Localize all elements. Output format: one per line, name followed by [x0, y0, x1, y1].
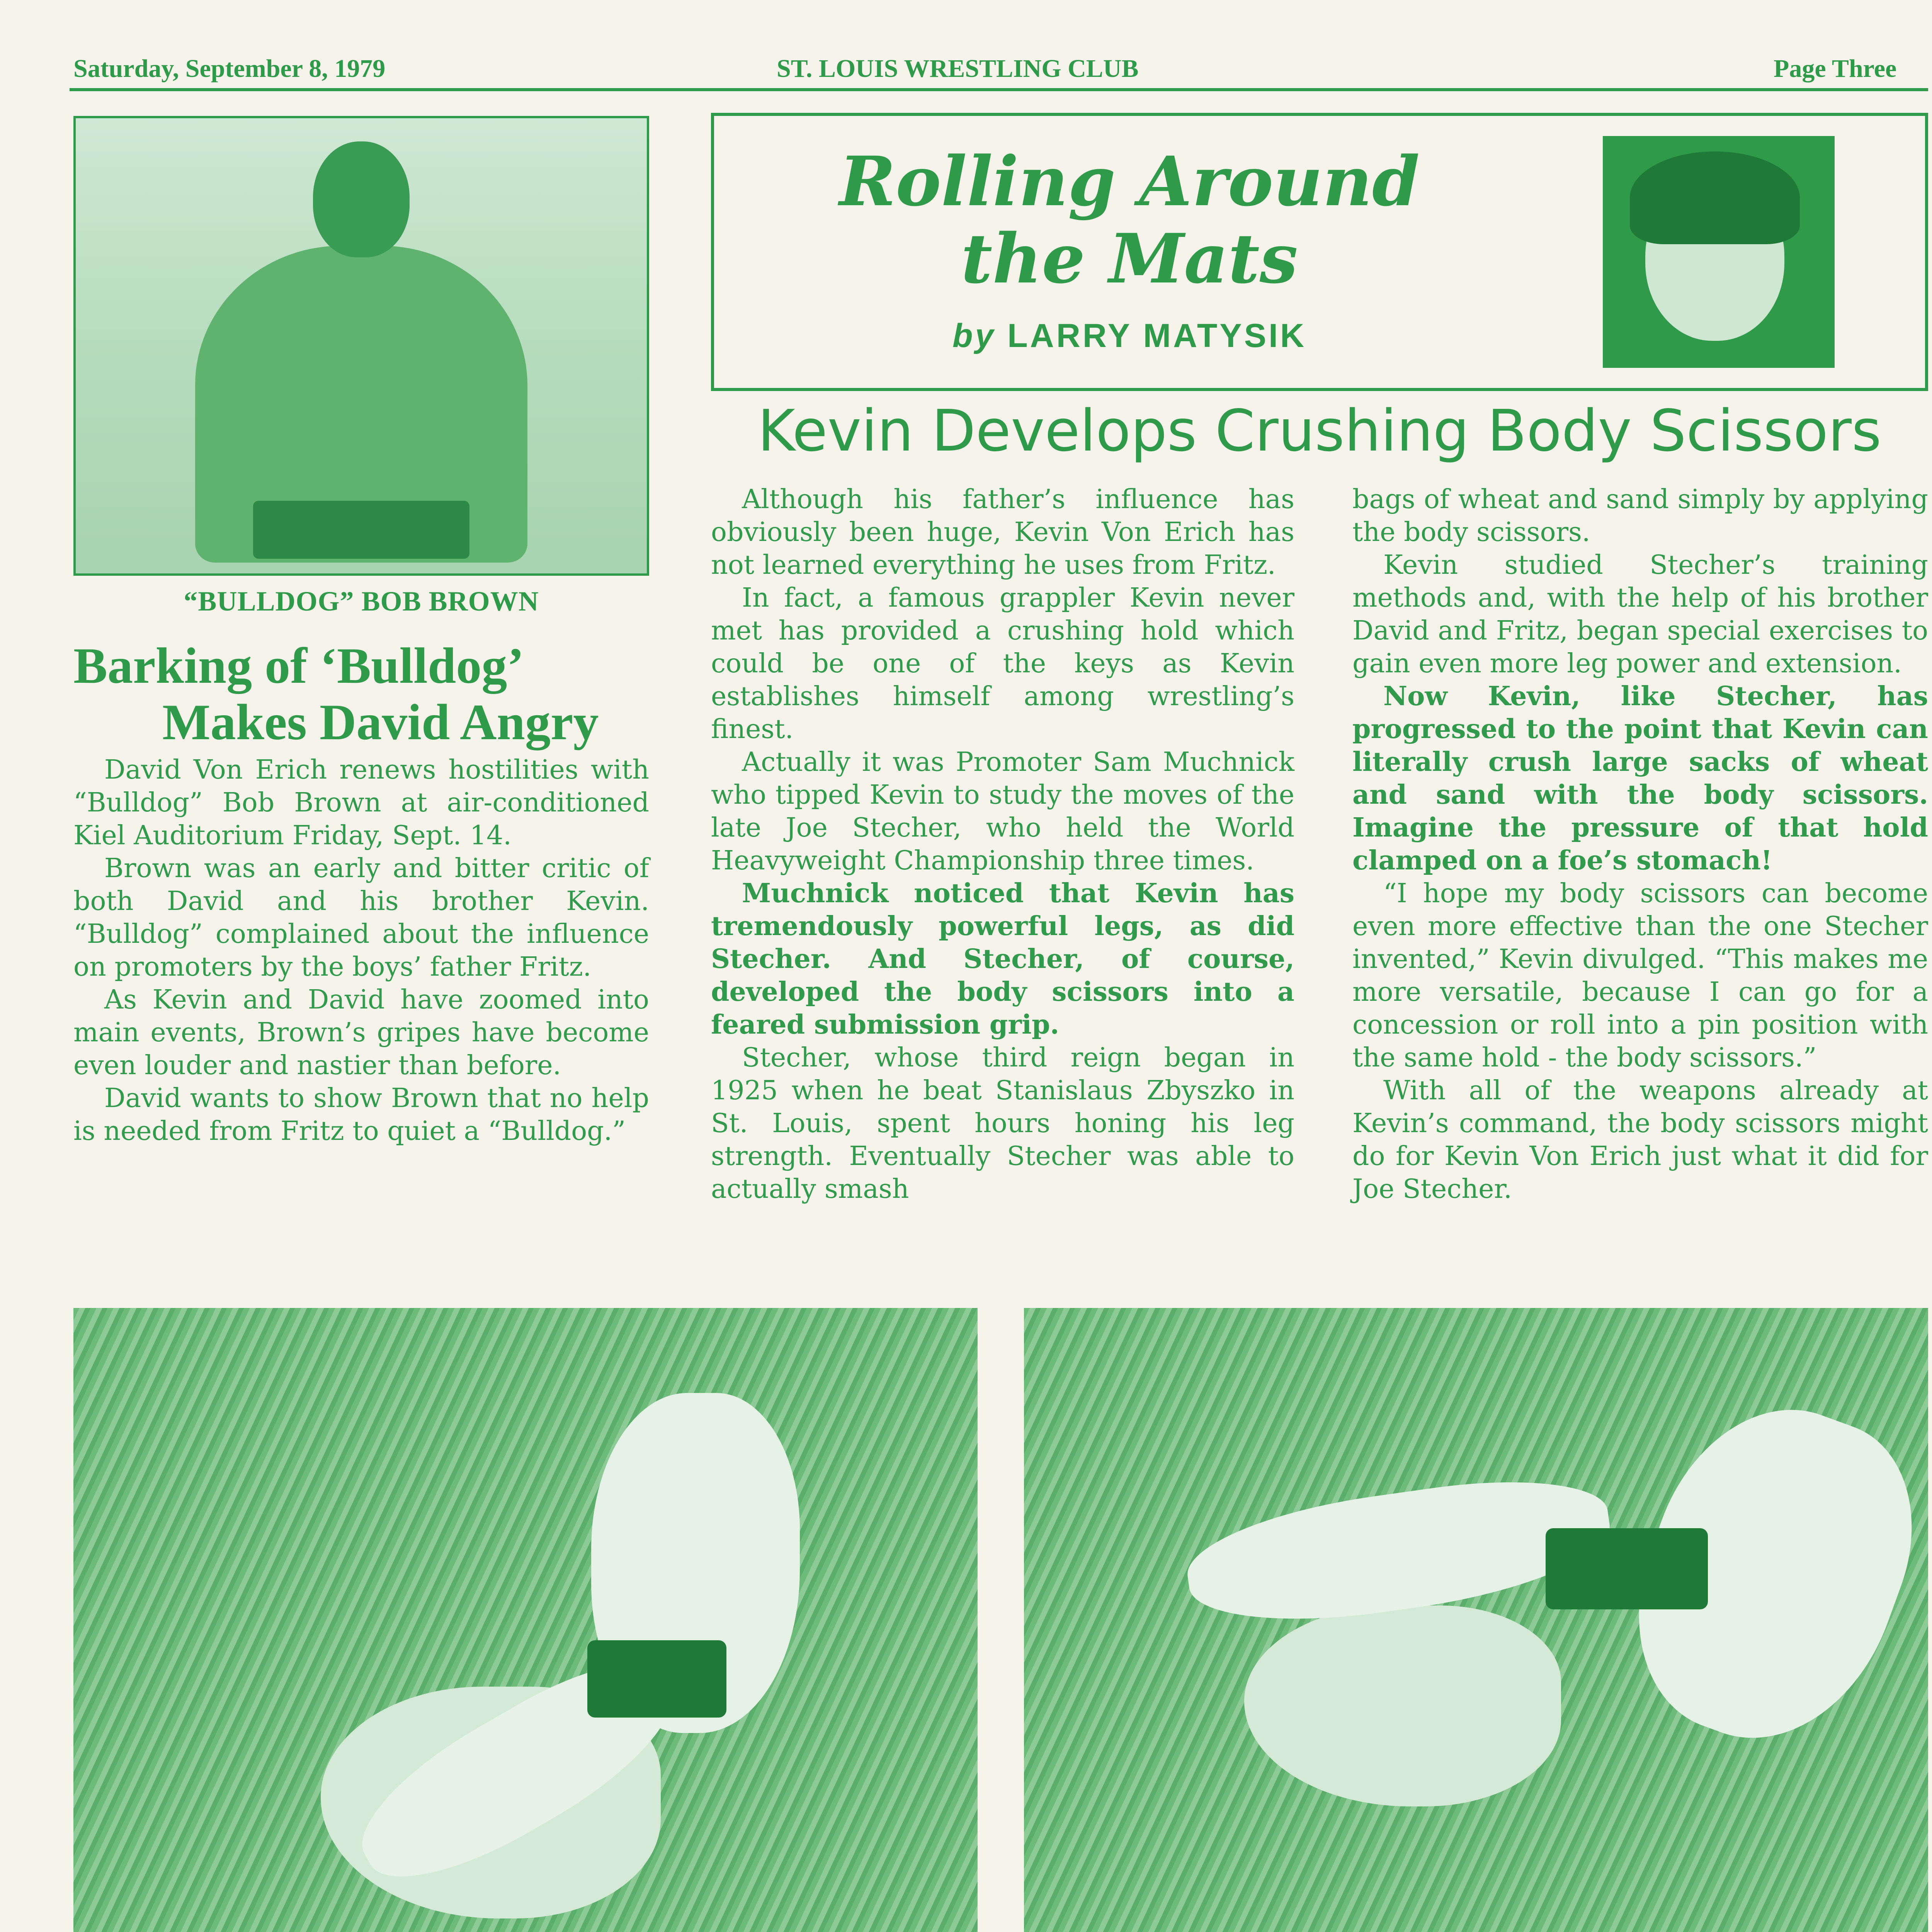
column-title	[714, 143, 1545, 298]
col2-paragraph: Now Kevin, like Stecher, has progressed to the point that Kevin can literally crush large sacks of wheat and sand with the body scissors. Imagine the pressure of that hold clamped on a foe’s stomach!	[1352, 681, 1928, 876]
author-hair	[1630, 151, 1800, 244]
byline	[714, 317, 1545, 355]
left-paragraph: David wants to show Brown that no help is needed from Fritz to quiet a “Bulldog.”	[73, 1083, 649, 1146]
main-article-col1	[711, 483, 1294, 1206]
col2-paragraph: bags of wheat and sand simply by applying the body scissors.	[1352, 484, 1928, 548]
col1-paragraph: Although his father’s influence has obviously been huge, Kevin Von Erich has not learned everything he uses from Fritz.	[711, 484, 1294, 580]
main-article-col2	[1352, 483, 1928, 1206]
issue-date: Saturday, September 8, 1979	[73, 54, 386, 83]
publication-name: ST. LOUIS WRESTLING CLUB	[777, 54, 1139, 83]
masthead-rule	[70, 88, 1928, 91]
left-article-body	[73, 753, 649, 1148]
byline-by: by	[952, 317, 996, 354]
col1-paragraph: Actually it was Promoter Sam Muchnick who tipped Kevin to study the moves of the late Joe Stecher, who held the World Heavyweight Championship three times.	[711, 747, 1294, 876]
column-title-line2: the Mats	[961, 219, 1298, 299]
left-headline-line2: Makes David Angry	[162, 694, 599, 750]
main-headline: Kevin Develops Crushing Body Scissors	[757, 398, 1882, 464]
author-photo	[1603, 136, 1835, 368]
demo-photo-1	[73, 1308, 978, 1932]
wrestler-shorts	[587, 1640, 726, 1718]
wrestler-shorts	[1546, 1528, 1708, 1609]
col2-paragraph: “I hope my body scissors can become even more effective than the one Stecher invented,” Kevin divulged. “This makes me more versatile, because I can go for a concession or roll into a pin position with the same hold - the body scissors.”	[1352, 878, 1928, 1073]
col1-paragraph: Muchnick noticed that Kevin has tremendously powerful legs, as did Stecher. And Stecher, of course, developed the body scissors into a feared submission grip.	[711, 878, 1294, 1040]
sand-sack	[1244, 1605, 1561, 1806]
column-header-box	[711, 113, 1928, 391]
col1-paragraph: In fact, a famous grappler Kevin never met has provided a crushing hold which could be one of the keys as Kevin establishes himself among wrestling’s finest.	[711, 583, 1294, 745]
left-paragraph: Brown was an early and bitter critic of both David and his brother Kevin. “Bulldog” complained about the influence on promoters by the boys’ father Fritz.	[73, 853, 649, 982]
left-paragraph: As Kevin and David have zoomed into main events, Brown’s gripes have become even louder and nastier than before.	[73, 985, 649, 1081]
left-headline	[73, 638, 661, 750]
bob-brown-head	[313, 141, 410, 257]
page-number: Page Three	[1774, 54, 1897, 83]
col2-paragraph: With all of the weapons already at Kevin’s command, the body scissors might do for Kevin Von Erich just what it did for Joe Stecher.	[1352, 1075, 1928, 1204]
col2-paragraph: Kevin studied Stecher’s training methods and, with the help of his brother David and Fritz, began special exercises to gain even more leg power and extension.	[1352, 550, 1928, 679]
left-paragraph: David Von Erich renews hostilities with “Bulldog” Bob Brown at air-conditioned Kiel Auditorium Friday, Sept. 14.	[73, 755, 649, 851]
championship-belt	[253, 501, 469, 559]
byline-author: LARRY MATYSIK	[1007, 317, 1307, 354]
col1-paragraph: Stecher, whose third reign began in 1925 when he beat Stanislaus Zbyszko in St. Louis, spent hours honing his leg strength. Eventually Stecher was able to actually smash	[711, 1043, 1294, 1204]
column-title-line1: Rolling Around	[839, 141, 1420, 221]
demo-photo-2	[1024, 1308, 1928, 1932]
bob-brown-caption: “BULLDOG” BOB BROWN	[184, 586, 539, 617]
bob-brown-photo	[73, 116, 649, 576]
left-headline-line1: Barking of ‘Bulldog’	[73, 637, 524, 694]
